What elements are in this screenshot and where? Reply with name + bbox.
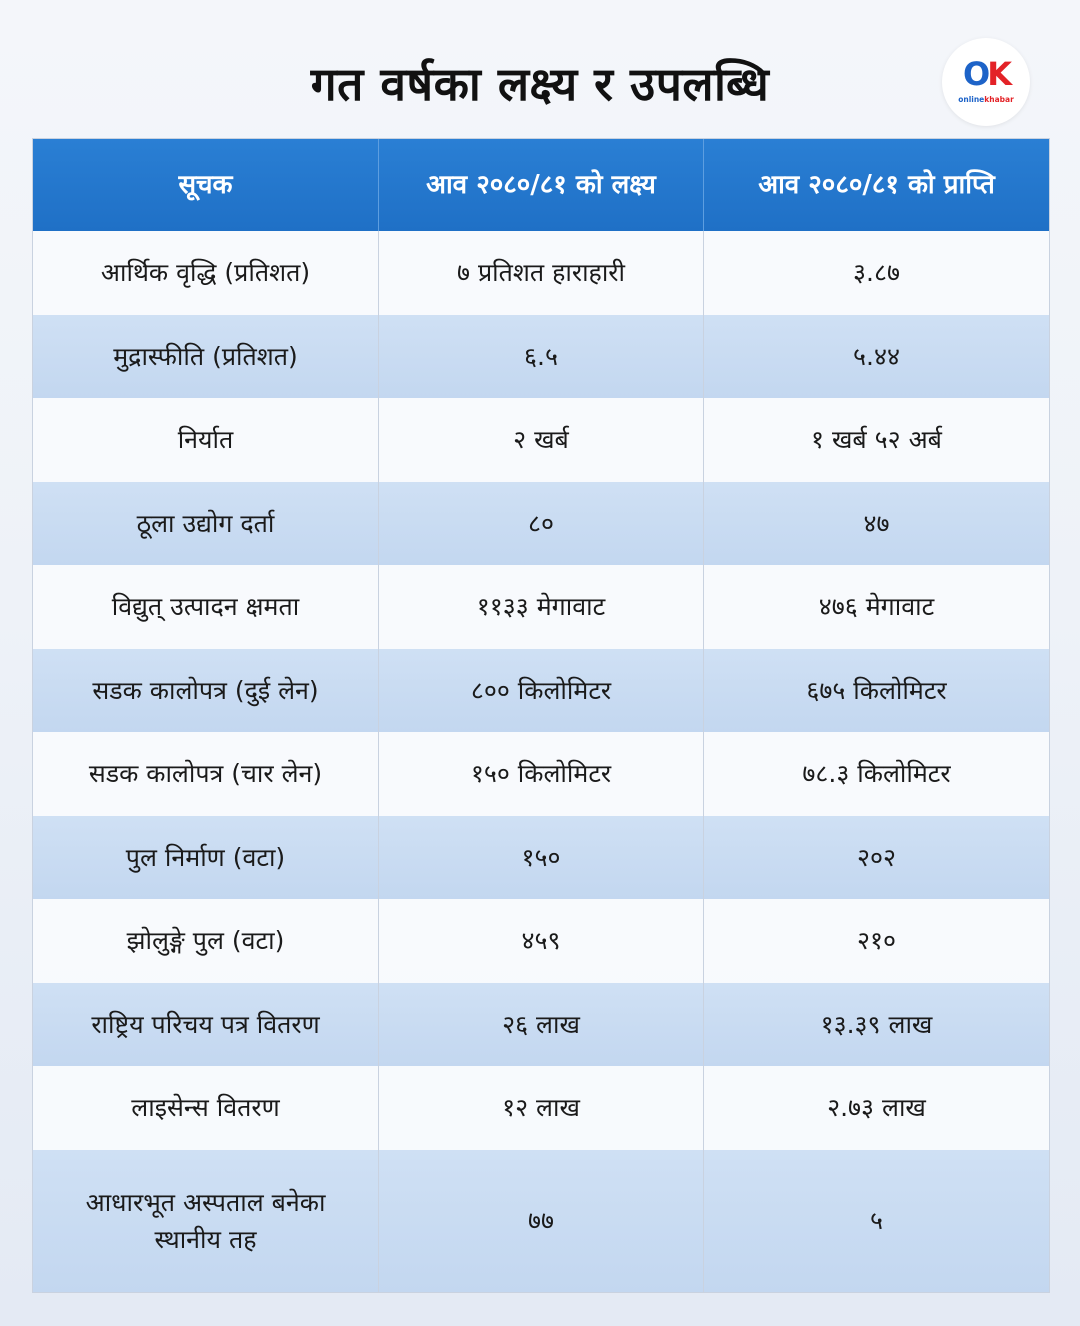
target-cell: १२ लाख (379, 1066, 704, 1150)
target-cell: ७७ (379, 1150, 704, 1292)
table-row (33, 398, 1049, 482)
indicator-cell: झोलुङ्गे पुल (वटा) (33, 899, 379, 983)
table-row (33, 231, 1049, 315)
table-row (33, 482, 1049, 565)
table-row (33, 315, 1049, 398)
achievement-cell: २०२ (856, 842, 896, 872)
indicator-cell: राष्ट्रिय परिचय पत्र वितरण (33, 983, 379, 1066)
indicator-cell: ठूला उद्योग दर्ता (33, 482, 379, 565)
target-cell: ८० (379, 482, 704, 565)
onlinekhabar-logo (942, 38, 1030, 126)
achievement-cell: ५ (869, 1206, 883, 1236)
table-row (33, 1066, 1049, 1150)
targets-achievements-table (32, 138, 1050, 1293)
indicator-cell: मुद्रास्फीति (प्रतिशत) (33, 315, 379, 398)
header-target: आव २०८०/८१ को लक्ष्य (379, 139, 704, 231)
achievement-cell: ५.४४ (853, 341, 900, 371)
table-row (33, 899, 1049, 983)
target-cell: २ खर्ब (379, 398, 704, 482)
achievement-cell: १३.३९ लाख (820, 1009, 933, 1039)
target-cell: २६ लाख (379, 983, 704, 1066)
table-header-row (33, 139, 1049, 231)
achievement-cell: ७८.३ किलोमिटर (802, 759, 951, 789)
indicator-cell: सडक कालोपत्र (दुई लेन) (33, 649, 379, 732)
target-cell: ८०० किलोमिटर (379, 649, 704, 732)
header-indicator: सूचक (33, 139, 379, 231)
table-row (33, 816, 1049, 899)
table-row (33, 732, 1049, 816)
logo-mark-icon: OK (963, 55, 1009, 93)
achievement-cell: १ खर्ब ५२ अर्ब (811, 425, 942, 455)
achievement-cell: ४७६ मेगावाट (818, 592, 935, 622)
table-row (33, 983, 1049, 1066)
indicator-cell: लाइसेन्स वितरण (33, 1066, 379, 1150)
target-cell: १५० किलोमिटर (379, 732, 704, 816)
indicator-cell: आर्थिक वृद्धि (प्रतिशत) (33, 231, 379, 315)
target-cell: ६.५ (379, 315, 704, 398)
target-cell: १५० (379, 816, 704, 899)
logo-wordmark: onlinekhabar (958, 95, 1014, 104)
header-achievement: आव २०८०/८१ को प्राप्ति (758, 169, 995, 200)
target-cell: ४५९ (379, 899, 704, 983)
indicator-cell: विद्युत् उत्पादन क्षमता (33, 565, 379, 649)
table-row (33, 565, 1049, 649)
table-row (33, 649, 1049, 732)
indicator-cell: पुल निर्माण (वटा) (33, 816, 379, 899)
achievement-cell: २१० (856, 926, 896, 956)
indicator-cell: निर्यात (33, 398, 379, 482)
target-cell: ११३३ मेगावाट (379, 565, 704, 649)
achievement-cell: २.७३ लाख (827, 1093, 926, 1123)
achievement-cell: ४७ (863, 508, 890, 538)
table-row (33, 1150, 1049, 1292)
page-title: गत वर्षका लक्ष्य र उपलब्धि (310, 57, 770, 111)
target-cell: ७ प्रतिशत हाराहारी (379, 231, 704, 315)
achievement-cell: ३.८७ (853, 258, 900, 288)
achievement-cell: ६७५ किलोमिटर (806, 675, 947, 705)
indicator-cell: सडक कालोपत्र (चार लेन) (33, 732, 379, 816)
indicator-cell: आधारभूत अस्पताल बनेका स्थानीय तह (33, 1150, 379, 1292)
